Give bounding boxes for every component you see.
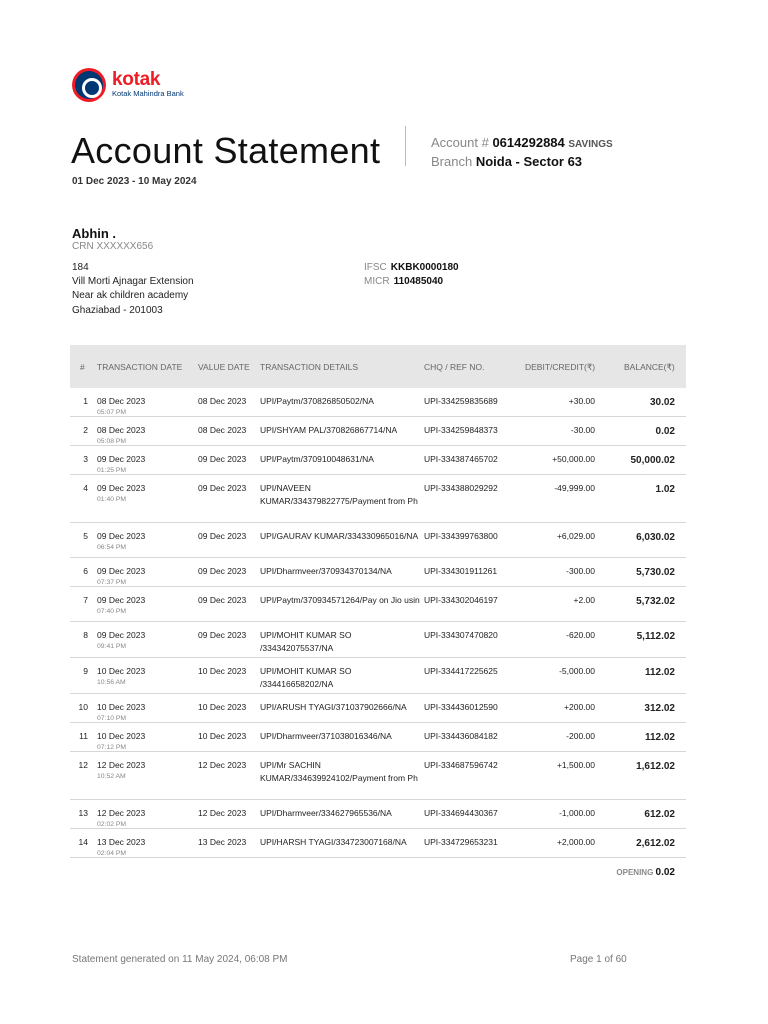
row-number: 5 (83, 531, 88, 541)
generated-timestamp: Statement generated on 11 May 2024, 06:08 PM (72, 954, 288, 965)
row-number: 13 (78, 808, 88, 818)
balance-amount: 112.02 (644, 732, 675, 743)
transaction-details: UPI/Dharmveer/370934370134/NA (260, 566, 392, 576)
debit-credit-amount: +50,000.00 (552, 454, 595, 464)
debit-credit-amount: +2,000.00 (556, 837, 595, 847)
transaction-date: 12 Dec 2023 (97, 760, 146, 770)
reference-number: UPI-334388029292 (424, 483, 498, 493)
transaction-details: UPI/GAURAV KUMAR/334330965016/NA (260, 531, 419, 541)
address-line: Vill Morti Ajnagar Extension (72, 276, 194, 287)
value-date: 10 Dec 2023 (198, 731, 247, 741)
page-indicator: Page 1 of 60 (570, 954, 627, 965)
transaction-details: UPI/Paytm/370826850502/NA (260, 396, 374, 406)
balance-amount: 1.02 (655, 484, 675, 495)
statement-period: 01 Dec 2023 - 10 May 2024 (72, 176, 197, 187)
transaction-date: 08 Dec 2023 (97, 396, 146, 406)
reference-number: UPI-334694430367 (424, 808, 498, 818)
value-date: 10 Dec 2023 (198, 702, 247, 712)
account-number: 0614292884 (492, 135, 565, 150)
table-row (70, 752, 686, 800)
account-number-line (431, 135, 613, 150)
transaction-date: 08 Dec 2023 (97, 425, 146, 435)
balance-amount: 312.02 (644, 703, 675, 714)
debit-credit-amount: -49,999.00 (554, 483, 595, 493)
reference-number: UPI-334301911261 (424, 566, 498, 576)
reference-number: UPI-334417225625 (424, 666, 498, 676)
value-date: 09 Dec 2023 (198, 531, 247, 541)
col-header-ref: CHQ / REF NO. (424, 362, 485, 372)
address-line: Near ak children academy (72, 290, 189, 301)
transaction-details: UPI/Paytm/370910048631/NA (260, 454, 374, 464)
page-title: Account Statement (71, 130, 381, 171)
col-header-transaction-date: TRANSACTION DATE (97, 362, 183, 372)
row-number: 10 (78, 702, 88, 712)
debit-credit-amount: +200.00 (564, 702, 595, 712)
col-header-debit-credit: DEBIT/CREDIT(₹) (525, 362, 596, 372)
bank-sub-name: Kotak Mahindra Bank (112, 89, 184, 98)
row-number: 14 (78, 837, 88, 847)
table-row (70, 658, 686, 694)
transaction-date: 09 Dec 2023 (97, 454, 146, 464)
table-row (70, 723, 686, 752)
branch-label: Branch (431, 154, 473, 169)
transaction-details: UPI/Paytm/370934571264/Pay on Jio usin (260, 595, 420, 605)
table-row (70, 829, 686, 858)
debit-credit-amount: -200.00 (566, 731, 595, 741)
debit-credit-amount: -300.00 (566, 566, 595, 576)
customer-name: Abhin . (72, 226, 117, 241)
table-row (70, 558, 686, 587)
col-header-details: TRANSACTION DETAILS (260, 362, 359, 372)
value-date: 09 Dec 2023 (198, 595, 247, 605)
transaction-details: UPI/HARSH TYAGI/334723007168/NA (260, 837, 407, 847)
micr-code: 110485040 (393, 276, 444, 287)
branch-line (431, 154, 582, 169)
transaction-date: 10 Dec 2023 (97, 731, 146, 741)
row-number: 1 (83, 396, 88, 406)
reference-number: UPI-334399763800 (424, 531, 498, 541)
balance-amount: 2,612.02 (636, 838, 675, 849)
transaction-time: 09:41 PM (97, 643, 127, 650)
row-number: 12 (78, 760, 88, 770)
header-divider (405, 126, 406, 166)
opening-balance (616, 867, 675, 878)
table-row (70, 417, 686, 446)
debit-credit-amount: -5,000.00 (559, 666, 595, 676)
transaction-date: 10 Dec 2023 (97, 666, 146, 676)
transaction-time: 07:37 PM (97, 579, 127, 586)
transaction-date: 10 Dec 2023 (97, 702, 146, 712)
transaction-time: 10:52 AM (97, 773, 126, 780)
balance-amount: 6,030.02 (636, 532, 675, 543)
opening-label: OPENING (616, 868, 654, 877)
balance-amount: 5,730.02 (636, 567, 675, 578)
transaction-date: 09 Dec 2023 (97, 483, 146, 493)
reference-number: UPI-334307470820 (424, 630, 498, 640)
balance-amount: 30.02 (649, 397, 675, 408)
reference-number: UPI-334302046197 (424, 595, 498, 605)
table-row (70, 475, 686, 523)
transaction-time: 07:10 PM (97, 715, 127, 722)
debit-credit-amount: -1,000.00 (559, 808, 595, 818)
debit-credit-amount: -620.00 (566, 630, 595, 640)
debit-credit-amount: +2.00 (573, 595, 595, 605)
transaction-date: 09 Dec 2023 (97, 531, 146, 541)
transaction-time: 07:12 PM (97, 744, 127, 751)
opening-value: 0.02 (655, 867, 675, 878)
debit-credit-amount: +1,500.00 (556, 760, 595, 770)
ifsc-line (364, 262, 459, 273)
value-date: 08 Dec 2023 (198, 425, 247, 435)
row-number: 11 (79, 731, 88, 741)
balance-amount: 612.02 (644, 809, 675, 820)
branch-name: Noida - Sector 63 (475, 154, 583, 169)
value-date: 12 Dec 2023 (198, 808, 247, 818)
row-number: 8 (83, 630, 88, 640)
transaction-time: 01:40 PM (97, 496, 127, 503)
transaction-time: 02:04 PM (97, 850, 127, 857)
value-date: 13 Dec 2023 (198, 837, 247, 847)
value-date: 10 Dec 2023 (198, 666, 247, 676)
table-row (70, 587, 686, 622)
transaction-details: UPI/MOHIT KUMAR SO /334342075537/NA (260, 630, 352, 653)
account-label: Account # (431, 135, 489, 150)
transaction-details: UPI/Dharmveer/371038016346/NA (260, 731, 392, 741)
transaction-date: 09 Dec 2023 (97, 595, 146, 605)
ifsc-label: IFSC (364, 262, 387, 273)
transaction-date: 09 Dec 2023 (97, 566, 146, 576)
transaction-time: 10:56 AM (97, 679, 126, 686)
reference-number: UPI-334436084182 (424, 731, 498, 741)
transaction-time: 05:08 PM (97, 438, 127, 445)
table-row (70, 523, 686, 558)
row-number: 4 (83, 483, 88, 493)
transaction-time: 05:07 PM (97, 409, 127, 416)
value-date: 09 Dec 2023 (198, 454, 247, 464)
bank-logo (72, 68, 184, 102)
transaction-details: UPI/ARUSH TYAGI/371037902666/NA (260, 702, 407, 712)
value-date: 09 Dec 2023 (198, 630, 247, 640)
transaction-details: UPI/Dharmveer/334627965536/NA (260, 808, 392, 818)
transaction-date: 12 Dec 2023 (97, 808, 146, 818)
table-row (70, 694, 686, 723)
col-header-balance: BALANCE(₹) (624, 362, 675, 372)
row-number: 9 (83, 666, 88, 676)
debit-credit-amount: +30.00 (568, 396, 595, 406)
micr-label: MICR (364, 276, 390, 287)
transaction-time: 01:25 PM (97, 467, 127, 474)
transaction-time: 07:40 PM (97, 608, 127, 615)
transaction-time: 06:54 PM (97, 544, 127, 551)
reference-number: UPI-334259835689 (424, 396, 498, 406)
value-date: 08 Dec 2023 (198, 396, 247, 406)
balance-amount: 5,112.02 (636, 631, 675, 642)
col-header-value-date: VALUE DATE (198, 362, 250, 372)
address-line: 184 (72, 262, 89, 273)
debit-credit-amount: -30.00 (570, 425, 595, 435)
ifsc-code: KKBK0000180 (390, 262, 459, 273)
reference-number: UPI-334729653231 (424, 837, 498, 847)
row-number: 6 (83, 566, 88, 576)
balance-amount: 0.02 (655, 426, 675, 437)
transactions-table-header (70, 345, 686, 388)
value-date: 12 Dec 2023 (198, 760, 247, 770)
reference-number: UPI-334387465702 (424, 454, 498, 464)
value-date: 09 Dec 2023 (198, 566, 247, 576)
transaction-date: 13 Dec 2023 (97, 837, 146, 847)
col-header-sn: # (80, 362, 85, 372)
account-type: SAVINGS (568, 139, 613, 150)
kotak-logo-icon (72, 68, 106, 102)
transaction-details: UPI/MOHIT KUMAR SO /334416658202/NA (260, 666, 352, 689)
address-line: Ghaziabad - 201003 (72, 305, 163, 316)
table-row (70, 446, 686, 475)
reference-number: UPI-334687596742 (424, 760, 498, 770)
transaction-details: UPI/NAVEEN KUMAR/334379822775/Payment from Ph (260, 483, 418, 506)
transaction-time: 02:02 PM (97, 821, 127, 828)
row-number: 3 (83, 454, 88, 464)
balance-amount: 1,612.02 (636, 761, 675, 772)
reference-number: UPI-334436012590 (424, 702, 498, 712)
balance-amount: 112.02 (644, 667, 675, 678)
table-row (70, 388, 686, 417)
transaction-details: UPI/Mr SACHIN KUMAR/334639924102/Payment from Ph (260, 760, 418, 783)
balance-amount: 50,000.02 (630, 455, 675, 466)
reference-number: UPI-334259848373 (424, 425, 498, 435)
balance-amount: 5,732.02 (636, 596, 675, 607)
customer-crn: CRN XXXXXX656 (72, 241, 154, 252)
transaction-date: 09 Dec 2023 (97, 630, 146, 640)
value-date: 09 Dec 2023 (198, 483, 247, 493)
bank-name: kotak (112, 69, 161, 90)
table-row (70, 800, 686, 829)
debit-credit-amount: +6,029.00 (556, 531, 595, 541)
table-row (70, 622, 686, 658)
transaction-details: UPI/SHYAM PAL/370826867714/NA (260, 425, 398, 435)
row-number: 7 (83, 595, 88, 605)
row-number: 2 (83, 425, 88, 435)
micr-line (364, 276, 443, 287)
